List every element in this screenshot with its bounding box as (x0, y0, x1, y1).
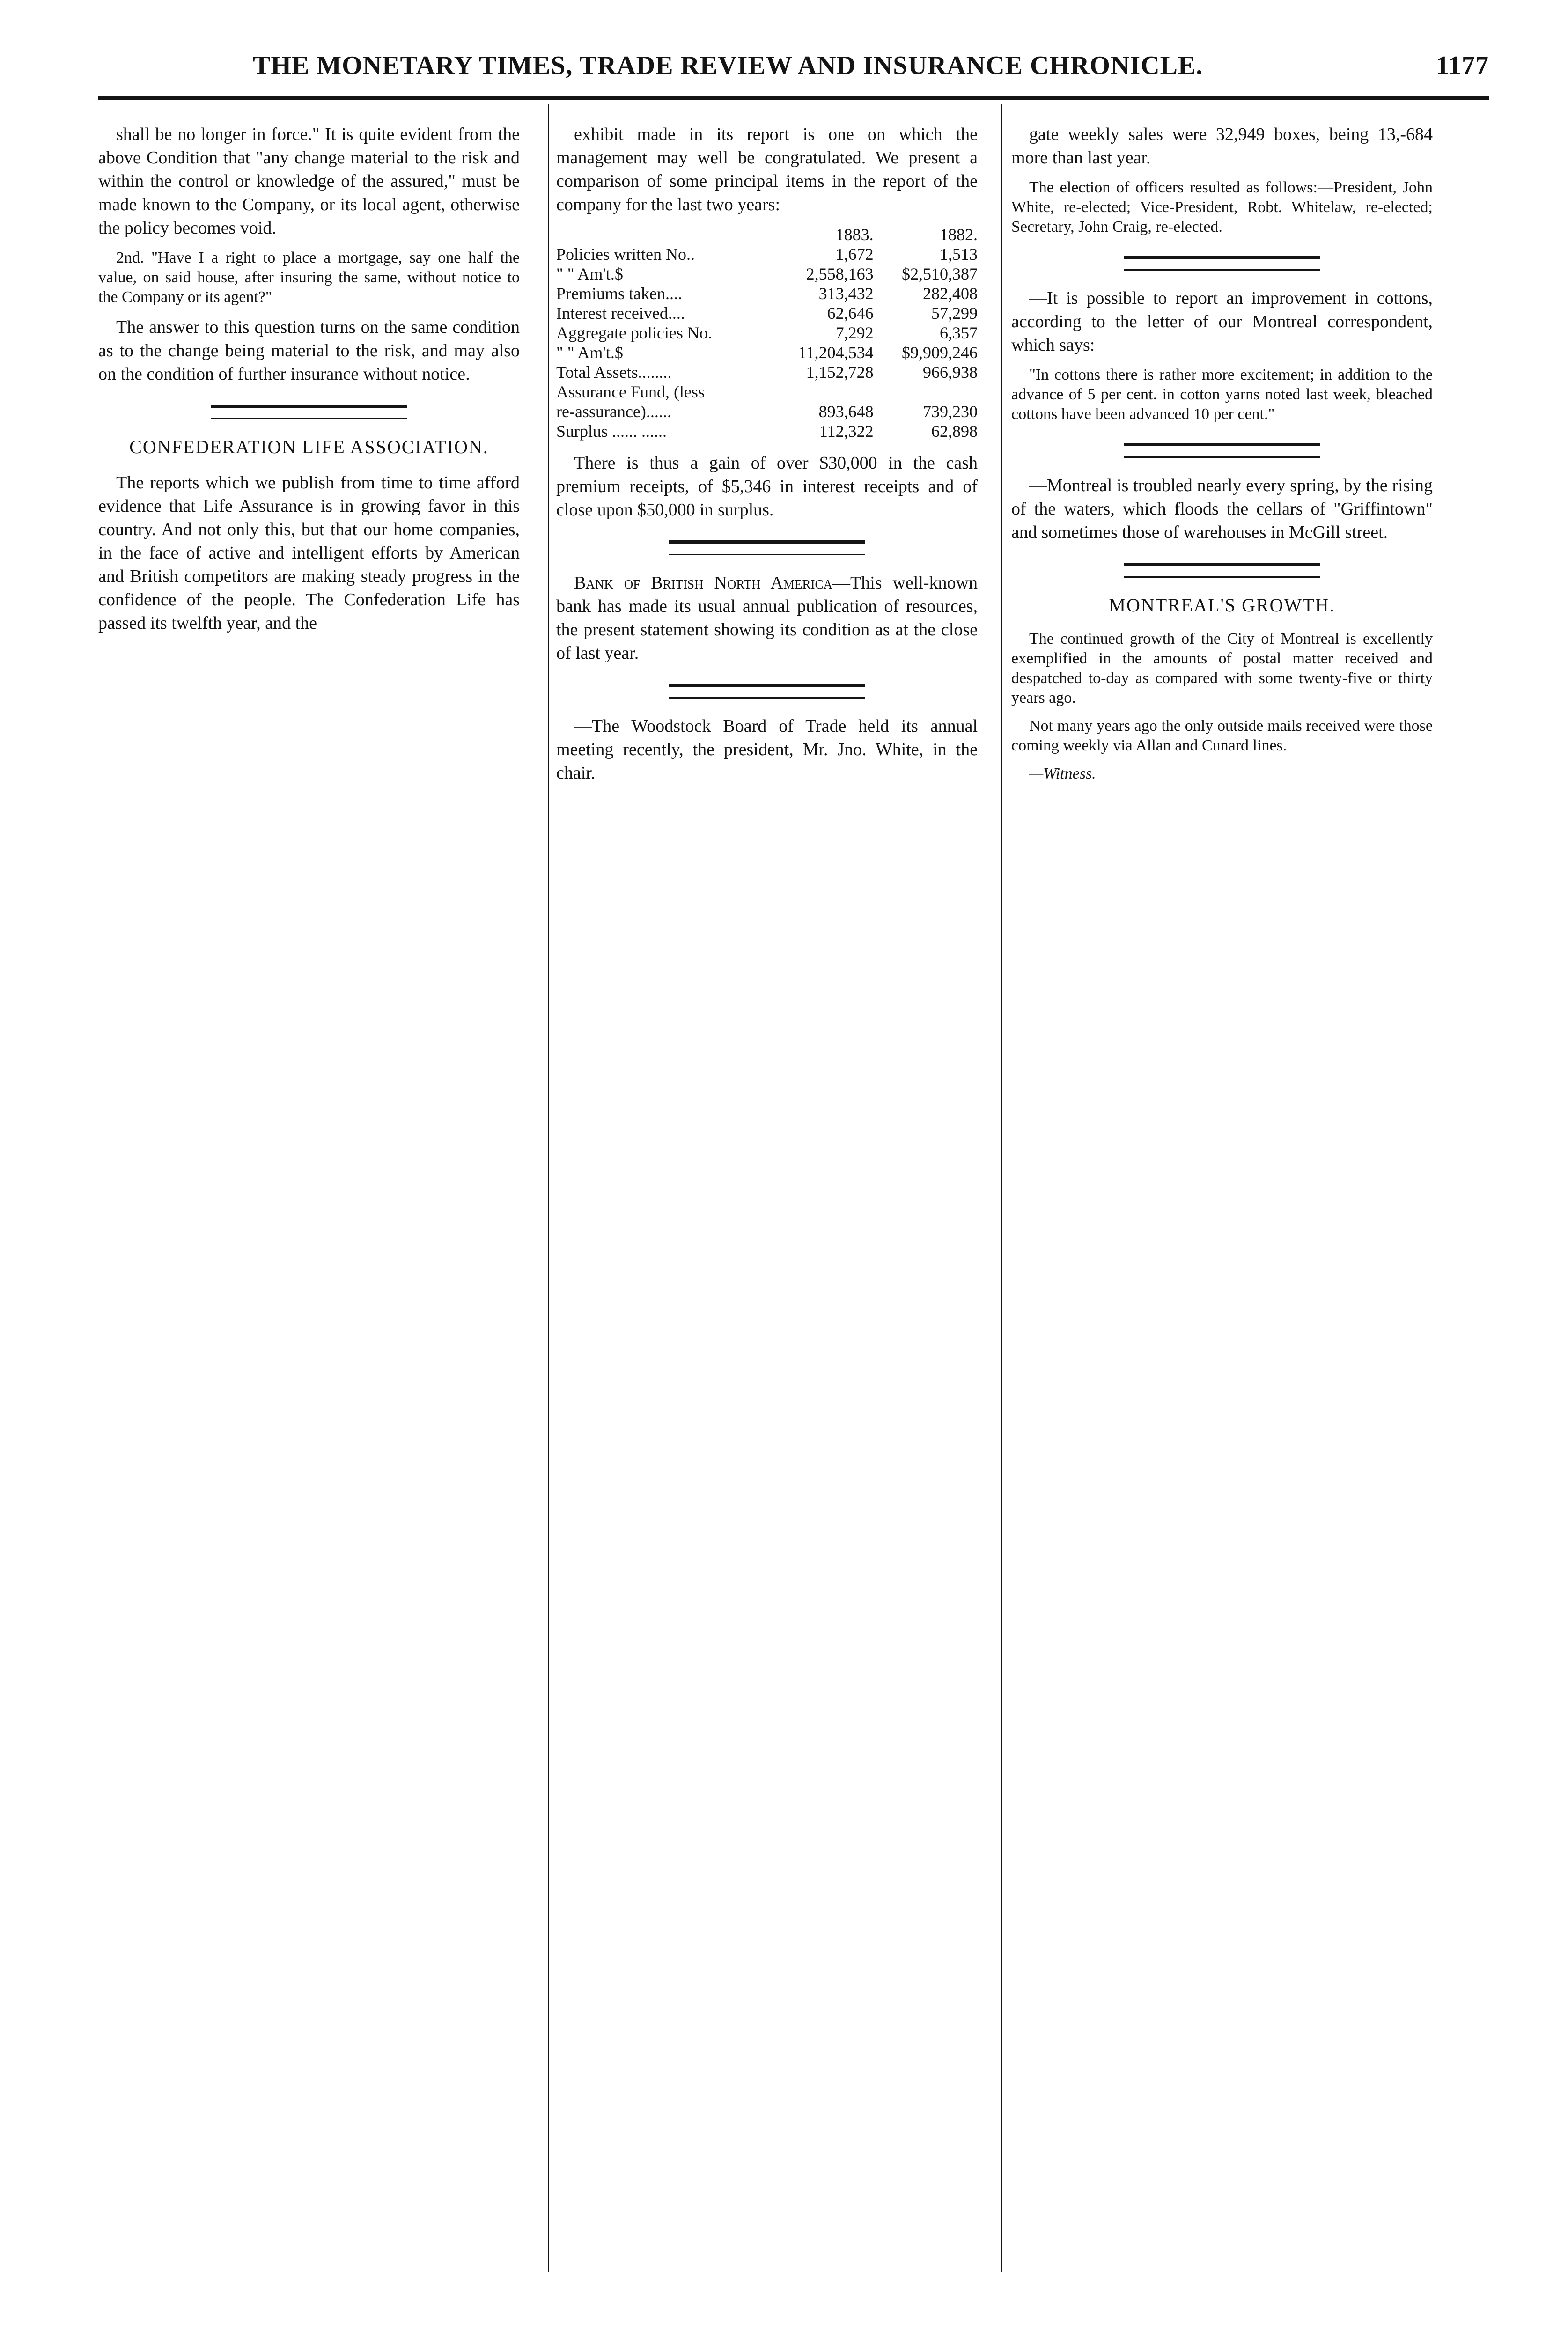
table-row (556, 303, 978, 323)
value-1883: 62,646 (827, 304, 874, 323)
second-question: 2nd. "Have I a right to place a mortgage, say one half the value, on said house, after insuring the same, without notice to the Company or its agent?" (98, 249, 520, 306)
montreal-growth-heading: MONTREAL'S GROWTH. (1109, 595, 1335, 616)
insurance-question-text: shall be no longer in force." It is quite evident from the above Condition that "any change material to the risk and within the control or knowledge of the assured," must be made known to the Company, or its local agent, otherwise the policy becomes void. (98, 125, 520, 238)
column-middle (556, 123, 978, 793)
confederation-text: The reports which we publish from time to time afford evidence that Life Assurance is in growing favor in this country. And not only this, but that our home companies, in the face of active and intelligent efforts by American and British competitors are making steady progress in the confidence of the people. The Confederation Life has passed its twelfth year, and the (98, 473, 520, 633)
cheese-sales-text: gate weekly sales were 32,949 boxes, being 13,-684 more than last year. (1011, 125, 1433, 168)
page-number: 1177 (1436, 51, 1489, 80)
value-1882: 282,408 (923, 284, 978, 303)
gain-paragraph: There is thus a gain of over $30,000 in the cash premium receipts, of $5,346 in interest receipts and of close upon $50,000 in surplus. (556, 453, 978, 520)
row-label: Premiums taken.... (556, 284, 682, 303)
table-row (556, 382, 978, 402)
table-row (556, 323, 978, 343)
table-row (556, 362, 978, 382)
confederation-heading: CONFEDERATION LIFE ASSOCIATION. (129, 436, 489, 457)
value-1883: 313,432 (818, 284, 874, 303)
section-divider (669, 540, 865, 555)
row-label: Total Assets........ (556, 363, 672, 382)
section-divider (1124, 563, 1320, 578)
value-1883: 1,672 (835, 245, 874, 264)
table-row (556, 284, 978, 303)
value-1882: 966,938 (923, 363, 978, 382)
masthead (98, 51, 1489, 83)
officers-text: The election of officers resulted as follows:—President, John White, re-elected; Vice-President, Robt. Whitelaw, re-elected; Secretary, John Craig, re-elected. (1011, 179, 1433, 235)
row-label: re-assurance)...... (556, 402, 671, 421)
year-header: 1882. (940, 225, 978, 244)
comparison-intro: exhibit made in its report is one on which the management may well be congratulated. We present a comparison of some principal items in the report of the company for the last two years: (556, 125, 978, 214)
column-divider-right (1001, 104, 1002, 2272)
year-header: 1883. (835, 225, 874, 244)
section-divider (1124, 256, 1320, 271)
value-1882: 57,299 (931, 304, 978, 323)
value-1883 (770, 382, 874, 402)
value-1882: 739,230 (923, 402, 978, 421)
bank-name: Bank of British North America (574, 573, 833, 593)
value-1883: 112,322 (819, 422, 874, 441)
row-label: Assurance Fund, (less (556, 383, 705, 401)
value-1882: 1,513 (940, 245, 978, 264)
header-rule (98, 96, 1489, 100)
publication-title: THE MONETARY TIMES, TRADE REVIEW AND INSURANCE CHRONICLE. (253, 51, 1203, 80)
value-1883: 7,292 (835, 324, 874, 342)
value-1882: 62,898 (931, 422, 978, 441)
table-header-row (556, 225, 978, 244)
cotton-paragraph: —It is possible to report an improvement in cottons, according to the letter of our Montreal correspondent, which says: (1011, 288, 1433, 355)
column-right (1011, 123, 1433, 792)
table-header-blank (556, 225, 770, 244)
table-row (556, 244, 978, 264)
table-row (556, 343, 978, 362)
table-row (556, 421, 978, 441)
row-label: Interest received.... (556, 304, 685, 323)
value-1883: 893,648 (818, 402, 874, 421)
column-divider-left (548, 104, 549, 2272)
table-row (556, 264, 978, 284)
bank-paragraph (556, 571, 978, 665)
row-label: Policies written No.. (556, 245, 695, 264)
woodstock-paragraph: —The Woodstock Board of Trade held its annual meeting recently, the president, Mr. Jno. White, in the chair. (556, 716, 978, 783)
comparison-table (556, 225, 978, 441)
value-1883: 11,204,534 (798, 343, 874, 362)
value-1882 (874, 382, 978, 402)
montreal-growth-text: The continued growth of the City of Montreal is excellently exemplified in the amounts of postal matter received and despatched to-day as compared with some twenty-five or thirty years ago. (1011, 630, 1433, 706)
answer-text: The answer to this question turns on the same condition as to the change being material to the risk, and may also on the condition of further insurance without notice. (98, 317, 520, 384)
row-label: " " Am't.$ (556, 265, 623, 283)
value-1882: 6,357 (940, 324, 978, 342)
bank-text: —This well-known bank has made its usual annual publication of resources, the present statement showing its condition as at the close of last year. (556, 573, 978, 663)
section-divider (669, 684, 865, 699)
value-1882: $2,510,387 (902, 265, 978, 283)
value-1882: $9,909,246 (902, 343, 978, 362)
source-credit: —Witness. (1029, 765, 1096, 782)
row-label: " " Am't.$ (556, 343, 623, 362)
flood-paragraph: —Montreal is troubled nearly every spring, by the rising of the waters, which floods the cellars of "Griffintown" and sometimes those of warehouses in McGill street. (1011, 476, 1433, 542)
mails-text: Not many years ago the only outside mails received were those coming weekly via Allan and Cunard lines. (1011, 717, 1433, 754)
section-divider (211, 405, 407, 419)
cotton-quote: "In cottons there is rather more excitement; in addition to the advance of 5 per cent. in cotton yarns noted last week, bleached cottons have been advanced 10 per cent." (1011, 366, 1433, 423)
row-label: Aggregate policies No. (556, 324, 712, 342)
column-left (98, 123, 520, 643)
value-1883: 2,558,163 (806, 265, 874, 283)
section-divider (1124, 443, 1320, 458)
value-1883: 1,152,728 (806, 363, 874, 382)
table-row (556, 402, 978, 421)
row-label: Surplus ...... ...... (556, 422, 667, 441)
